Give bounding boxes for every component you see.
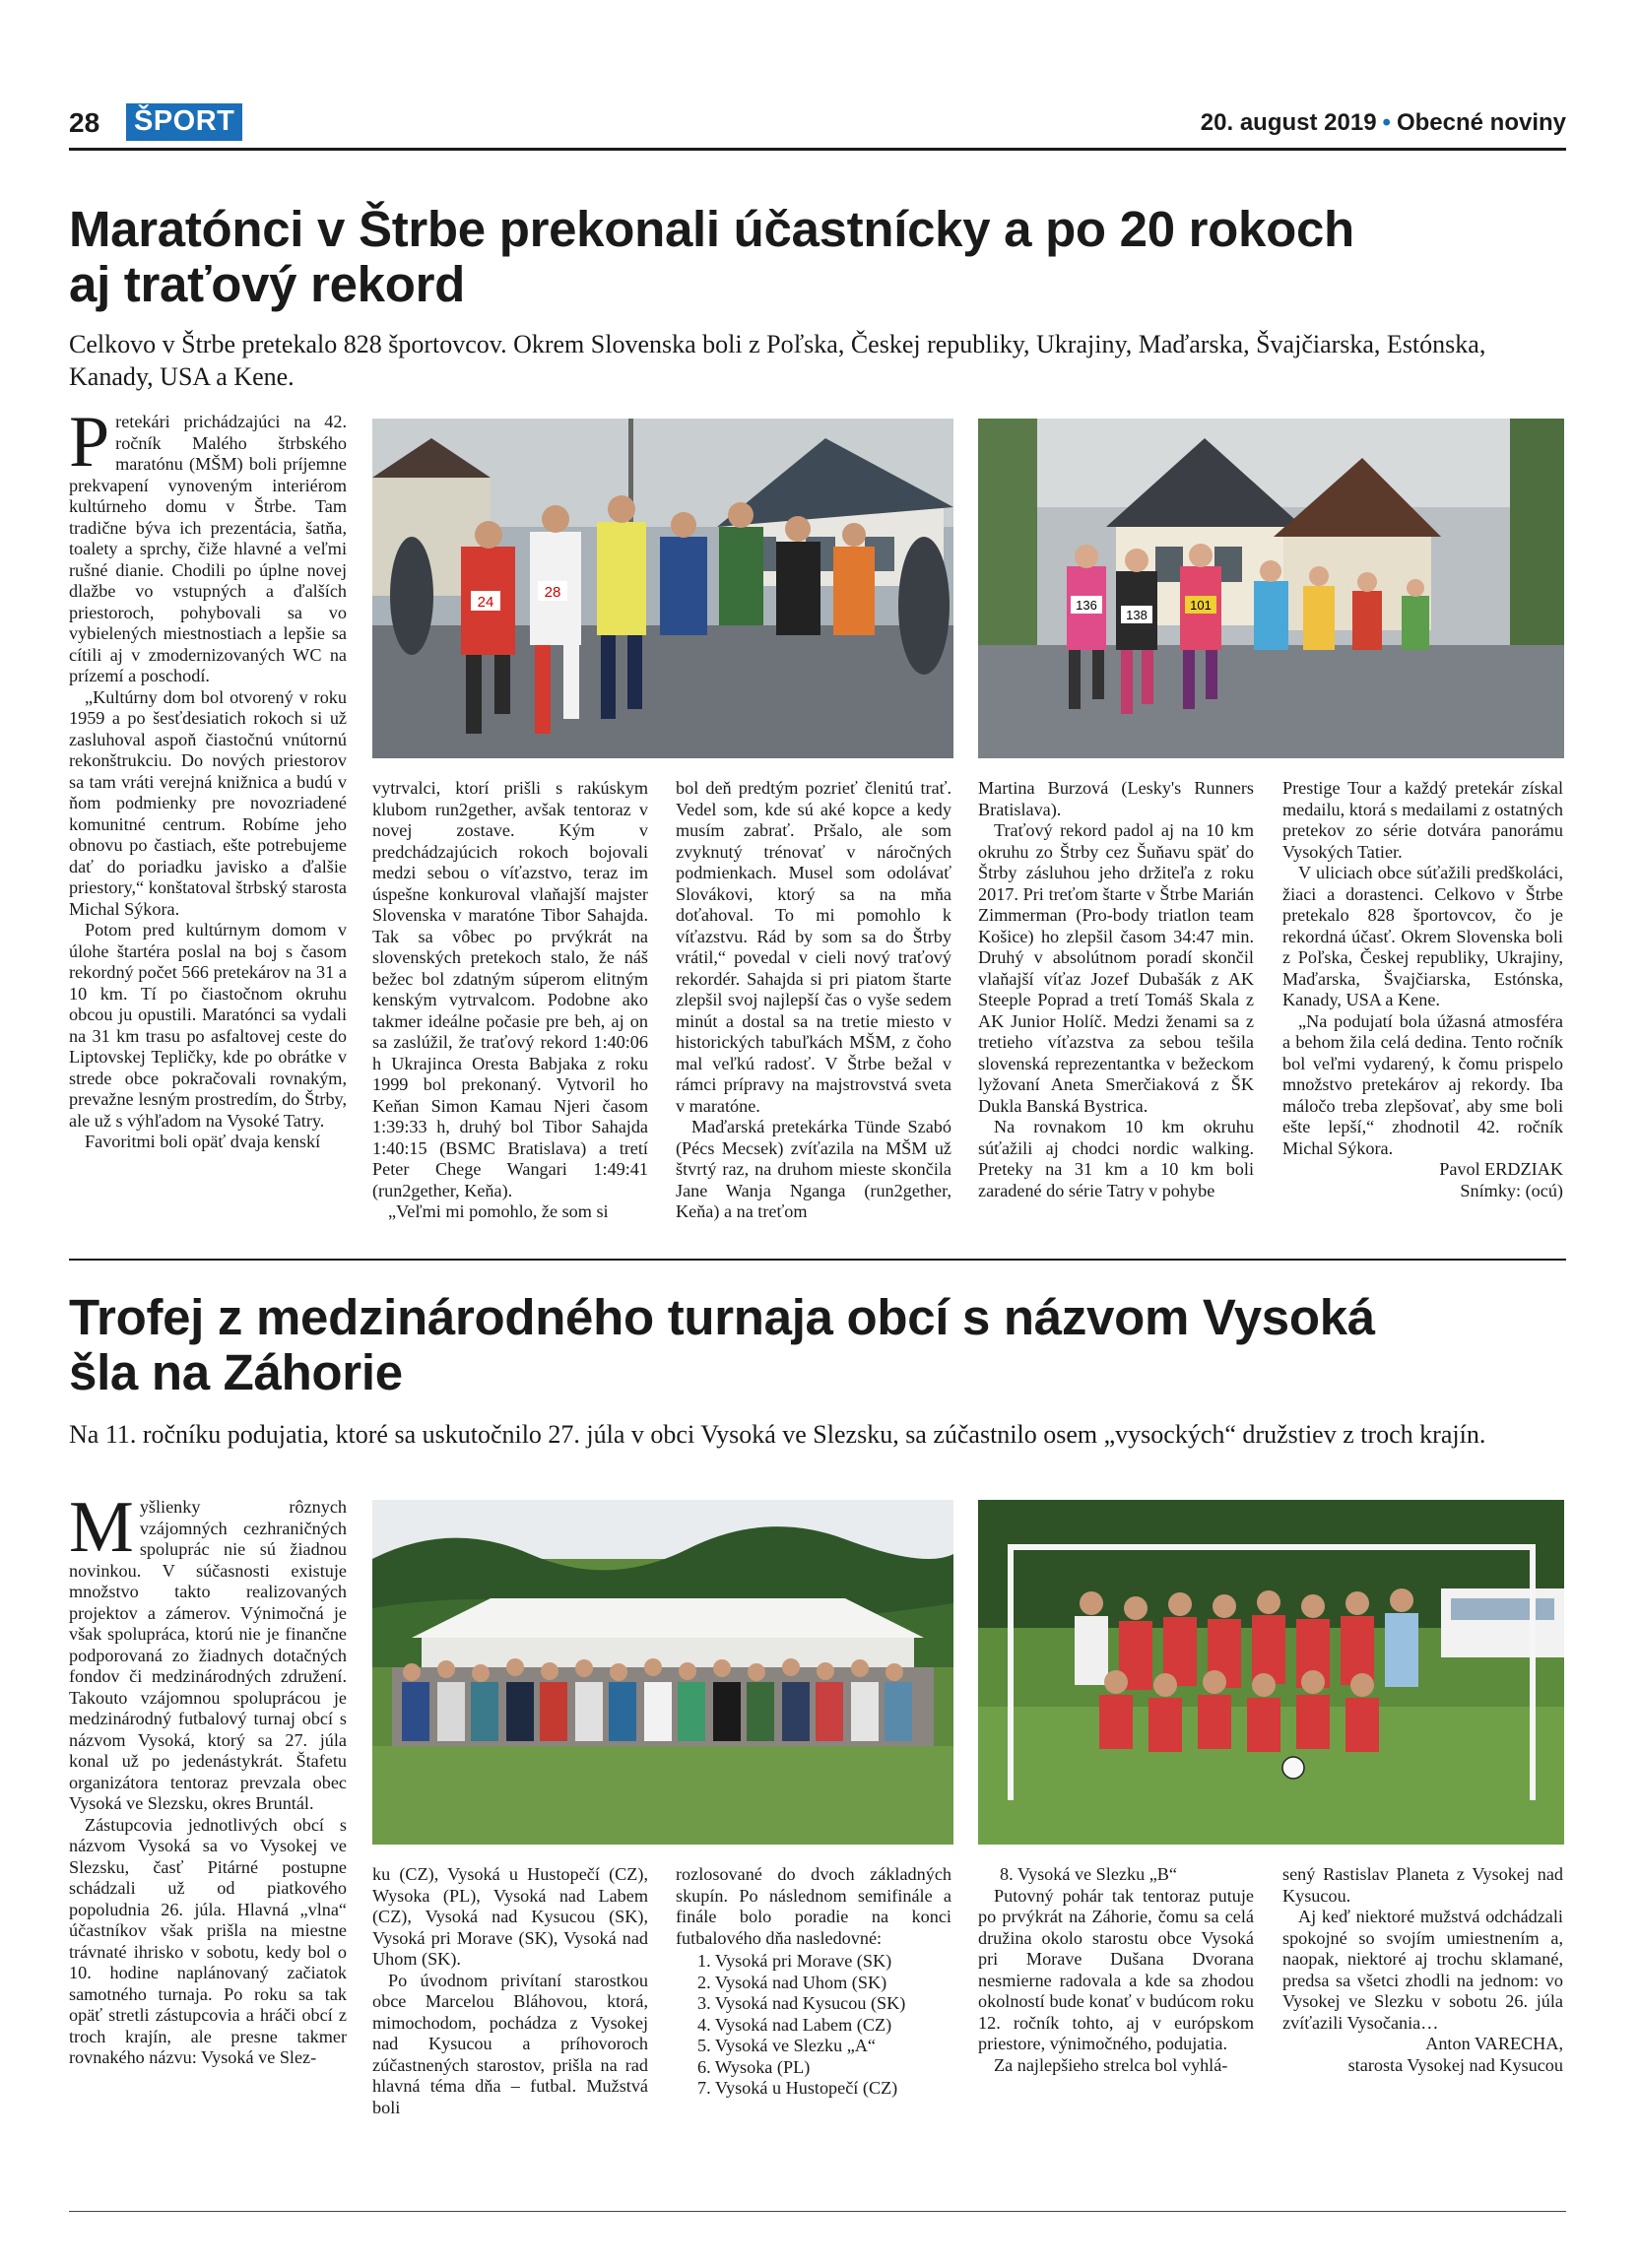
article2-headline-line2: šla na Záhorie [69,1344,403,1400]
issue-date: 20. august 2019 [1200,109,1377,136]
article1-col2-p1: vytrvalci, ktorí prišli s rakúskym klubom run2gether, avšak tentoraz v novej zostave. Kým v predchádzajúcich rokoch bojovali medzi sebou o víťazstvo, teraz im úspešne konkuroval vlaňajší majster Slovenska v maratóne Tibor Sahajda. Tak sa vôbec po prvýkrát na slovenských pretekoch stalo, že náš bežec bol zdatným súperom elitným kenským vytrvalcom. Podobne ako takmer ideálne počasie pre beh, aj on sa zaslúžil, že traťový rekord 1:40:06 h Ukrajinca Oresta Babjaka z roku 1999 bol prekonaný. Vytvoril ho Keňan Simon Kamau Njeri časom 1:39:33 h, druhý bol Tibor Sahajda 1:40:15 (BSMC Bratislava) a tretí Peter Chege Wangari 1:49:41 (run2gether, Keňa). [372,778,648,1200]
article1-column-1 [69,402,347,1153]
results-list-item: 6. Wysoka (PL) [697,2056,811,2077]
article1-col4-p2: Traťový rekord padol aj na 10 km okruhu zo Štrby cez Šuňavu späť do Štrby zásluhou jeho držiteľa z roku 2017. Pri treťom štarte v Štrbe Marián Zimmerman (Pro-body triatlon team Košice) ho zlepšil časom 34:47 min. Druhý v absolútnom poradí skončil vlaňajší víťaz Jozef Dubašák z AK Steeple Poprad a tretí Tomáš Skala z AK Junior Holíč. Medzi ženami sa z tretieho víťazstva za sebou tešila slovenská reprezentantka v bežeckom lyžovaní Aneta Smerčiaková z ŠK Dukla Banská Bystrica. [978,820,1254,1116]
runner-bib-number: 28 [544,584,561,601]
results-list [676,1951,951,2100]
issue-info [1201,109,1566,137]
article1-col1-p3: Potom pred kultúrnym domom v úlohe štartéra poslal na boj s časom rekordný počet 566 pretekárov na 31 a 10 km. Tí po čiastočnom okruhu obcou ju opustili. Maratónci sa vydali na 31 km trasu po asfaltovej ceste do Liptovskej Tepličky, kde po obrátke v strede obce pokračovali rovnakým, prevažne lesným prostredím, do Štrby, ale už s výhľadom na Vysoké Tatry. [69,920,347,1131]
article1-col3-p1: bol deň predtým pozrieť členitú trať. Vedel som, kde sú aké kopce a kedy musím zabrať. Pršalo, ale som zvyknutý trénovať v náročných podmienkach. Musel som odolávať Slovákovi, ktorý sa na mňa doťahoval. To mi pomohlo k víťazstvu. Rád by som sa do Štrby vrátil,“ povedal v cieli nový traťový rekordér. Sahajda si pri piatom štarte zlepšil svoj najlepší čas o vyše sedem minút a dostal sa na tretie miesto v historických tabuľkách MŠM, z čoho mal veľkú radosť. V Štrbe bežal v rámci prípravy na majstrovstvá sveta v maratóne. [676,778,951,1116]
article2-col4-p2: Putovný pohár tak tentoraz putuje po prvýkrát na Záhorie, čomu sa celá družina okolo starostu obce Vysoká pri Morave Dušana Dvorana nesmierne radovala a kde sa zhodou okolností bude konať v budúcom roku 12. ročník tohto, aj v európskom priestore, výnimočného, podujatia. [978,1885,1254,2053]
article2-col1-p2: Zástupcovia jednotlivých obcí s názvom Vysoká sa vo Vysokej ve Slezsku, časť Pitárné postupne schádzali už od piatkového popoludnia 26. júla. Hlavná „vlna“ účastníkov však prišla na miestne trávnaté ihrisko v sobotu, kedy bol o 10. hodine naplánovaný začiatok samotného turnaja. Po roku sa tak opäť stretli zástupcovia a hráči obcí z troch krajín, ale presne takmer rovnakého názvu: Vysoká ve Slez- [69,1814,347,2067]
article2-column-4 [978,1864,1254,2076]
article2-col4-p3: Za najlepšieho strelca bol vyhlá- [994,2054,1228,2075]
section-label: ŠPORT [126,103,242,141]
article1-headline-line1: Maratónci v Štrbe prekonali účastnícky a po 20 rokoch [69,201,1354,257]
article2-author-role: starosta Vysokej nad Kysucou [1347,2054,1563,2075]
winning-team-photo [978,1500,1564,1845]
article1-column-2 [372,778,648,1223]
results-list-item: 4. Vysoká nad Labem (CZ) [697,2014,892,2035]
article2-col3-p1: rozlosované do dvoch základných skupín. Po následnom semifinále a finále bolo poradie na konci futbalového dňa nasledovné: [676,1864,951,1948]
article1-col4-p1: Martina Burzová (Lesky's Runners Bratislava). [978,778,1254,819]
article1-headline-line2: aj traťový rekord [69,256,466,312]
results-list-item: 2. Vysoká nad Uhom (SK) [697,1972,887,1992]
article2-col5-p2: Aj keď niektoré mužstvá odchádzali spokojné so svojím umiestnením a, naopak, niektoré aj trochu sklamané, predsa sa všetci zhodli na jednom: vo Vysokej ve Slezku v sobotu 26. júla zvíťazili Vysočania… [1282,1907,1563,2033]
article1-col2-p2: „Veľmi mi pomohlo, že som si [388,1201,609,1221]
tournament-group-photo [372,1500,953,1845]
article2-col2-p2: Po úvodnom privítaní starostkou obce Marcelou Bláhovou, ktorá, mimochodom, pochádza z Vysokej nad Kysucou a príhovoroch zúčastnených starostov, prišla na rad hlavná téma dňa – futbal. Mužstvá boli [372,1970,648,2117]
article2-column-5 [1282,1864,1563,2076]
children-race-photo [978,419,1564,758]
article1-author: Pavol ERDZIAK [1439,1159,1563,1179]
article1-col5-p1: Prestige Tour a každý pretekár získal medailu, ktorá s medailami z ostatných pretekov zo série dotvára panorámu Vysokých Tatier. [1282,778,1563,862]
results-list-item: 5. Vysoká ve Slezku „A“ [697,2036,876,2055]
article2-col4-p1: 8. Vysoká ve Slezku „B“ [1000,1864,1177,1884]
results-list-item: 1. Vysoká pri Morave (SK) [697,1951,892,1971]
article1-headline [69,202,1354,312]
runner-bib-number: 136 [1076,598,1097,613]
article1-col4-p3: Na rovnakom 10 km okruhu súťažili aj chodci nordic walking. Preteky na 31 km a 10 km boli zaradené do série Tatry v pohybe [978,1117,1254,1200]
separator-dot: • [1382,109,1391,136]
publication-name: Obecné noviny [1396,109,1566,136]
page-header [69,103,1566,151]
article2-headline-line1: Trofej z medzinárodného turnaja obcí s názvom Vysoká [69,1289,1375,1345]
article1-col5-p3: „Na podujatí bola úžasná atmosféra a behom žila celá dedina. Tento ročník bol veľmi vydarený, k čomu prispelo množstvo pretekárov aj rekordy. Iba máločo treba zlepšovať, aby sme boli ešte lepší,“ zhodnotil 42. ročník Michal Sýkora. [1282,1010,1563,1158]
runner-bib-number: 101 [1190,598,1212,613]
runner-bib-number: 138 [1126,608,1148,622]
article1-column-4 [978,778,1254,1201]
article1-column-3 [676,778,951,1223]
article1-col3-p2: Maďarská pretekárka Tünde Szabó (Pécs Mecsek) zvíťazila na MŠM už štvrtý raz, na druhom mieste skončila Jane Wanja Nganga (run2gether, Keňa) a na treťom [676,1117,951,1221]
article1-dropcap: P [69,402,110,483]
marathon-runners-photo [372,419,953,758]
article2-lead: Na 11. ročníku podujatia, ktoré sa uskutočnilo 27. júla v obci Vysoká ve Slezsku, sa zúčastnilo osem „vysockých“ družstiev z troch krajín. [69,1420,1486,1449]
page-number: 28 [69,107,100,138]
results-list-item: 3. Vysoká nad Kysucou (SK) [697,1993,906,2013]
article2-col1-p1: yšlienky rôznych vzájomných cezhraničných spoluprác nie sú žiadnou novinkou. V súčasnosti existuje množstvo takto realizovaných projektov a zámerov. Výnimočná je však spolupráca, ktorú nie je finančne podporovaná zo žiadnych dotačných fondov či medzinárodných združení. Takouto vzájomnou spoluprácou je medzinárodný futbalový turnaj obcí s názvom Vysoká, ktorý sa 27. júla konal už po jedenástykrát. Štafetu organizátora tentoraz prevzala obec Vysoká ve Slezsku, okres Bruntál. [69,1497,347,1813]
article1-col1-p1: retekári prichádzajúci na 42. ročník Malého štrbského maratónu (MŠM) boli príjemne prekvapení vynoveným interiérom kultúrneho domu v Štrbe. Tam tradične býva ich prezentácia, šatňa, toalety a sprchy, čiže hlavné a veľmi rušné dianie. Chodili po úplne novej dlažbe vo vstupných a ďalších priestoroch, pohybovali sa vo vybielených miestnostiach a lepšie sa cítili aj v zmodernizovaných WC na prízemí a poschodí. [69,412,347,685]
article1-col5-p2: V uliciach obce súťažili predškoláci, žiaci a dorastenci. Celkovo v Štrbe pretekalo 828 športovcov, čo je rekordná účasť. Okrem Slovenska boli z Poľska, Českej republiky, Ukrajiny, Maďarska, Švajčiarska, Estónska, Kanady, USA a Kene. [1282,863,1563,1009]
article1-col1-p2: „Kultúrny dom bol otvorený v roku 1959 a po šesťdesiatich rokoch si už zasluhoval aspoň čiastočnú vnútornú rekonštrukciu. Do nových priestorov sa tam vráti verejná knižnica a budú v ňom podmienky pre novozriadené komunitné centrum. Robíme jeho obnovu po častiach, ešte potrebujeme dať do poriadku javisko a ďalšie priestory,“ konštatoval štrbský starosta Michal Sýkora. [69,686,347,919]
article2-author: Anton VARECHA, [1425,2034,1563,2053]
article1-column-5 [1282,778,1563,1201]
article2-column-3 [676,1864,951,2100]
article-divider [69,1259,1566,1261]
results-list-item: 7. Vysoká u Hustopečí (CZ) [697,2078,898,2098]
article1-col1-p4: Favoritmi boli opäť dvaja kenskí [85,1132,321,1151]
footer-rule [69,2211,1566,2212]
article2-column-2 [372,1864,648,2118]
article1-lead: Celkovo v Štrbe pretekalo 828 športovcov. Okrem Slovenska boli z Poľska, Českej republiky, Ukrajiny, Maďarska, Švajčiarska, Estónska, Kanady, USA a Kene. [69,330,1486,391]
article2-column-1 [69,1487,347,2069]
article2-col2-p1: ku (CZ), Vysoká u Hustopečí (CZ), Wysoka (PL), Vysoká nad Labem (CZ), Vysoká nad Kysucou (SK), Vysoká pri Morave (SK), Vysoká nad Uhom (SK). [372,1864,648,1969]
article2-dropcap: M [69,1487,134,1568]
article1-photo-credit: Snímky: (ocú) [1460,1180,1563,1200]
runner-bib-number: 24 [477,594,494,611]
article2-col5-p1: sený Rastislav Planeta z Vysokej nad Kysucou. [1282,1864,1563,1906]
article2-headline [69,1290,1375,1400]
